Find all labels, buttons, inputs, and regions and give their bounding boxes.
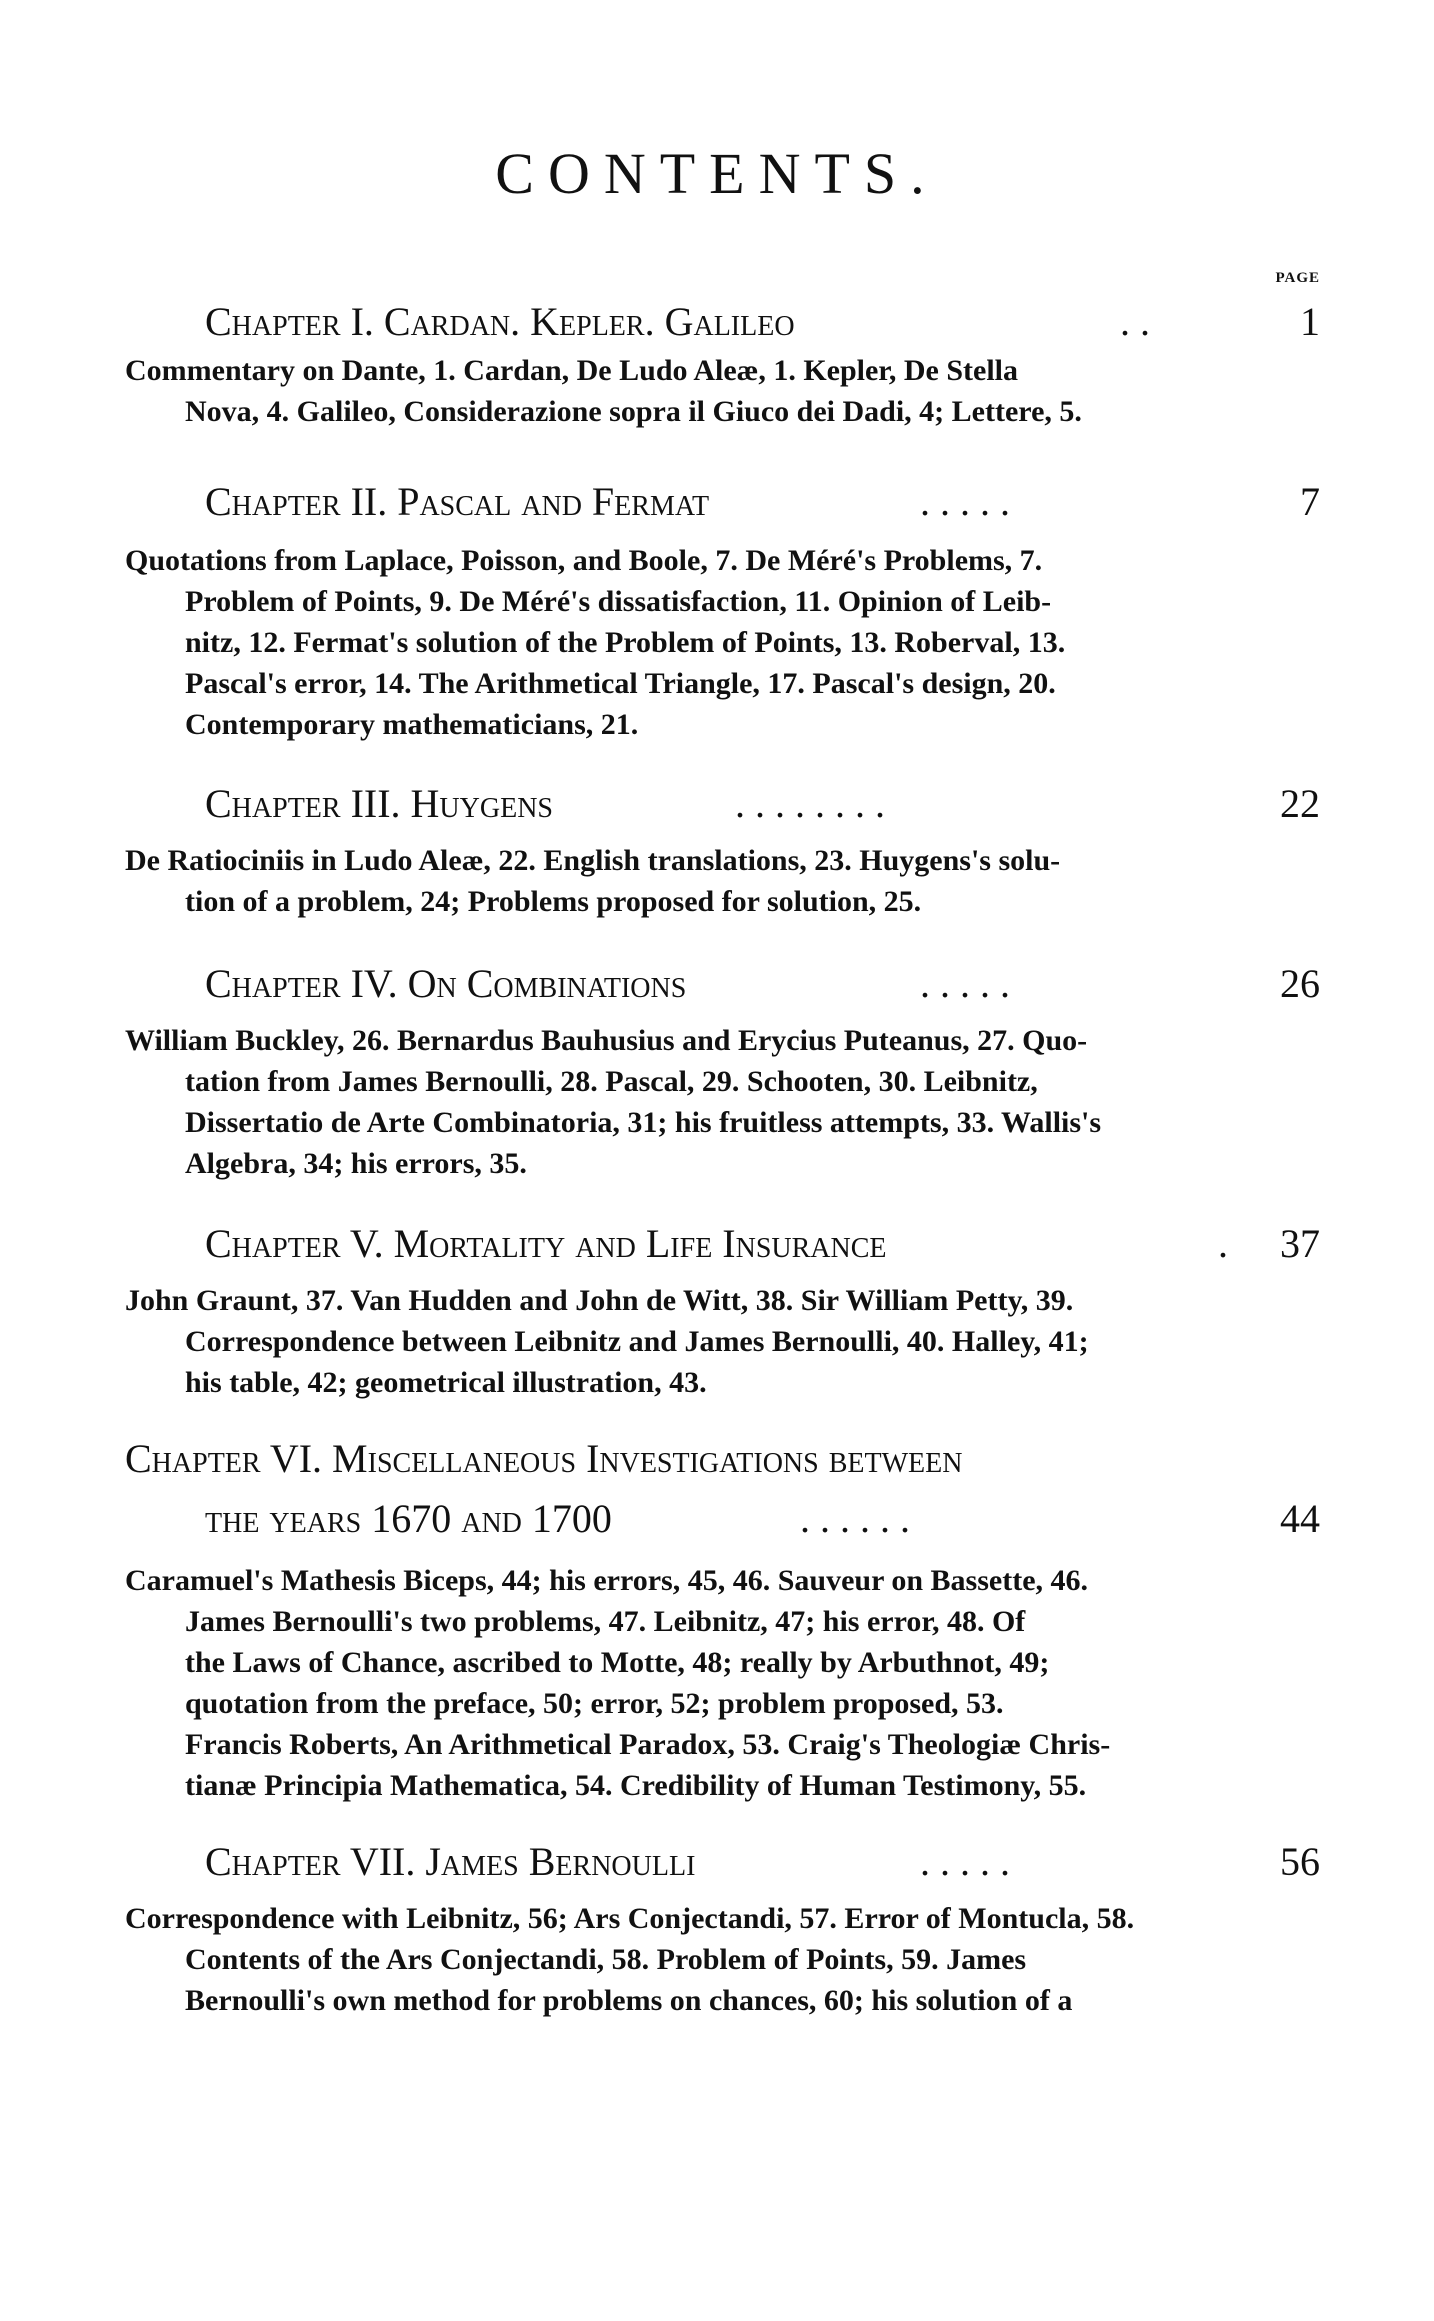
summary-line: his table, 42; geometrical illustration, 43. — [185, 1366, 707, 1399]
chapter-heading-1 — [0, 298, 1434, 358]
leader-dots: . . — [1120, 299, 1150, 344]
chapter-title: Chapter V. Mortality and Life Insurance — [205, 1221, 887, 1266]
leader-dots: . . . . . . — [800, 1496, 910, 1541]
summary-line: nitz, 12. Fermat's solution of the Problem of Points, 13. Roberval, 13. — [185, 626, 1066, 659]
chapter-title-continued: the years 1670 and 1700 — [205, 1496, 612, 1541]
chapter-title: Chapter III. Huygens — [205, 781, 553, 826]
summary-line: Caramuel's Mathesis Biceps, 44; his errors, 45, 46. Sauveur on Bassette, 46. — [125, 1564, 1089, 1597]
summary-line: tianæ Principia Mathematica, 54. Credibility of Human Testimony, 55. — [185, 1769, 1087, 1802]
summary-line: quotation from the preface, 50; error, 52; problem proposed, 53. — [185, 1687, 1004, 1720]
summary-line: John Graunt, 37. Van Hudden and John de Witt, 38. Sir William Petty, 39. — [125, 1284, 1074, 1317]
chapter-page-number: 1 — [1300, 299, 1320, 344]
summary-line: Dissertatio de Arte Combinatoria, 31; his fruitless attempts, 33. Wallis's — [185, 1106, 1102, 1139]
summary-line: Algebra, 34; his errors, 35. — [185, 1147, 527, 1180]
summary-line: the Laws of Chance, ascribed to Motte, 48; really by Arbuthnot, 49; — [185, 1646, 1050, 1679]
leader-dots: . . . . . — [920, 479, 1010, 524]
summary-line: tation from James Bernoulli, 28. Pascal, 29. Schooten, 30. Leibnitz, — [185, 1065, 1038, 1098]
summary-line: Correspondence with Leibnitz, 56; Ars Conjectandi, 57. Error of Montucla, 58. — [125, 1902, 1135, 1935]
page-title: CONTENTS. — [495, 141, 939, 206]
chapter-heading-3 — [0, 780, 1434, 840]
chapter-page-number: 26 — [1280, 961, 1320, 1006]
chapter-heading-2 — [0, 478, 1434, 538]
chapter-heading-6-continued — [0, 1495, 1434, 1555]
summary-line: De Ratiociniis in Ludo Aleæ, 22. English translations, 23. Huygens's solu- — [125, 844, 1061, 877]
summary-line: Bernoulli's own method for problems on chances, 60; his solution of a — [185, 1984, 1073, 2017]
leader-dots: . . . . . — [920, 1839, 1010, 1884]
leader-dots: . . . . . . . . — [735, 781, 885, 826]
chapter-heading-4 — [0, 960, 1434, 1020]
chapter-page-number: 37 — [1280, 1221, 1320, 1266]
summary-line: Pascal's error, 14. The Arithmetical Triangle, 17. Pascal's design, 20. — [185, 667, 1056, 700]
summary-line: Contemporary mathematicians, 21. — [185, 708, 639, 741]
chapter-title: Chapter VII. James Bernoulli — [205, 1839, 696, 1884]
chapter-title: Chapter VI. Miscellaneous Investigations between — [125, 1436, 963, 1481]
leader-dots: . . . . . — [920, 961, 1010, 1006]
summary-line: James Bernoulli's two problems, 47. Leibnitz, 47; his error, 48. Of — [185, 1605, 1026, 1638]
chapter-heading-5 — [0, 1220, 1434, 1280]
chapter-heading-7 — [0, 1838, 1434, 1898]
summary-line: Correspondence between Leibnitz and James Bernoulli, 40. Halley, 41; — [185, 1325, 1089, 1358]
page-column-label: PAGE — [1275, 270, 1320, 286]
summary-line: Quotations from Laplace, Poisson, and Boole, 7. De Méré's Problems, 7. — [125, 544, 1043, 577]
summary-line: William Buckley, 26. Bernardus Bauhusius and Erycius Puteanus, 27. Quo- — [125, 1024, 1088, 1057]
chapter-title: Chapter IV. On Combinations — [205, 961, 687, 1006]
chapter-page-number: 44 — [1280, 1496, 1320, 1541]
summary-line: Problem of Points, 9. De Méré's dissatisfaction, 11. Opinion of Leib- — [185, 585, 1052, 618]
chapter-title: Chapter II. Pascal and Fermat — [205, 479, 710, 524]
chapter-page-number: 7 — [1300, 479, 1320, 524]
chapter-page-number: 22 — [1280, 781, 1320, 826]
chapter-heading-6 — [0, 1435, 1434, 1495]
summary-line: Commentary on Dante, 1. Cardan, De Ludo Aleæ, 1. Kepler, De Stella — [125, 354, 1019, 387]
summary-line: tion of a problem, 24; Problems proposed for solution, 25. — [185, 885, 922, 918]
leader-dots: . — [1218, 1221, 1228, 1266]
chapter-page-number: 56 — [1280, 1839, 1320, 1884]
chapter-title: Chapter I. Cardan. Kepler. Galileo — [205, 299, 795, 344]
summary-line: Nova, 4. Galileo, Considerazione sopra il Giuco dei Dadi, 4; Lettere, 5. — [185, 395, 1082, 428]
summary-line: Francis Roberts, An Arithmetical Paradox, 53. Craig's Theologiæ Chris- — [185, 1728, 1111, 1761]
summary-line: Contents of the Ars Conjectandi, 58. Problem of Points, 59. James — [185, 1943, 1027, 1976]
